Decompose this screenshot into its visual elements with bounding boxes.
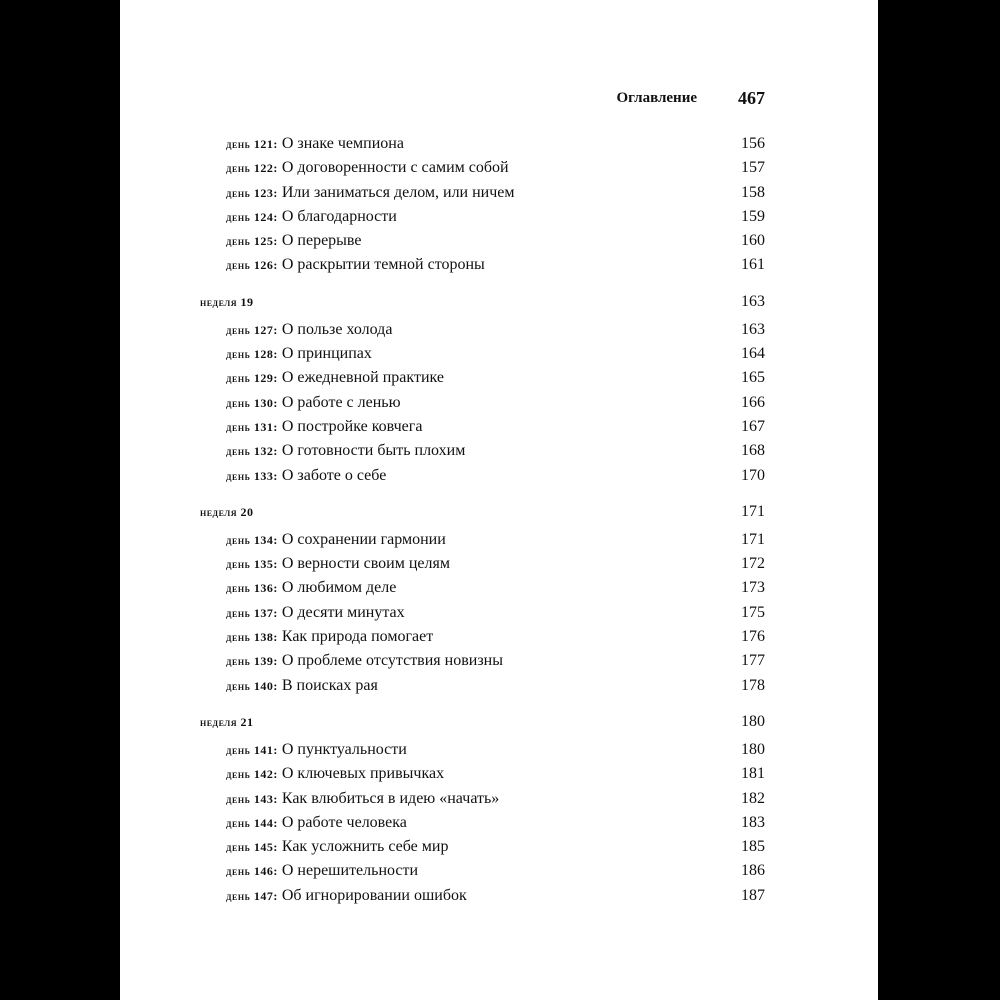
day-label: день 139: — [226, 654, 278, 669]
day-label: день 147: — [226, 888, 278, 903]
day-page-number: 173 — [741, 579, 765, 597]
toc-week-entry — [200, 290, 765, 318]
day-title: Как влюбиться в идею «начать» — [281, 789, 500, 807]
day-page-number: 167 — [741, 417, 765, 435]
book-page — [120, 0, 878, 1000]
day-page-number: 180 — [741, 740, 765, 758]
toc-day-entry — [200, 552, 765, 576]
day-label: день 127: — [226, 322, 278, 337]
day-page-number: 172 — [741, 555, 765, 573]
day-title: О работе человека — [281, 813, 407, 831]
toc-day-entry — [200, 738, 765, 762]
toc-day-entry — [200, 366, 765, 390]
day-title: О перерыве — [281, 232, 362, 250]
day-label: день 125: — [226, 234, 278, 249]
toc-section — [200, 290, 765, 488]
toc-day-entry — [200, 859, 765, 883]
day-page-number: 156 — [741, 135, 765, 152]
day-page-number: 178 — [741, 676, 765, 694]
day-page-number: 161 — [741, 256, 765, 274]
day-label: день 129: — [226, 371, 278, 386]
day-label: день 142: — [226, 767, 278, 782]
day-label: день 144: — [226, 815, 278, 830]
day-title: О ключевых привычках — [281, 765, 445, 783]
toc-section — [200, 710, 765, 908]
day-label: день 123: — [226, 185, 278, 200]
day-title: Или заниматься делом, или ничем — [281, 183, 515, 201]
toc-day-entry — [200, 464, 765, 488]
day-label: день 146: — [226, 864, 278, 879]
day-title: Как усложнить себе мир — [281, 838, 449, 856]
toc-day-entry — [200, 439, 765, 463]
week-label: неделя 20 — [200, 504, 254, 519]
day-title: О пользе холода — [281, 320, 393, 338]
day-label: день 138: — [226, 630, 278, 645]
day-title: О раскрытии темной стороны — [281, 256, 485, 274]
day-label: день 132: — [226, 444, 278, 459]
toc-day-entry — [200, 576, 765, 600]
day-page-number: 181 — [741, 765, 765, 783]
toc-day-entry — [200, 156, 765, 180]
day-label: день 126: — [226, 258, 278, 273]
toc-week-entry — [200, 500, 765, 528]
day-title: О работе с ленью — [281, 393, 401, 411]
day-page-number: 170 — [741, 466, 765, 484]
day-page-number: 185 — [741, 838, 765, 856]
day-page-number: 182 — [741, 789, 765, 807]
day-page-number: 177 — [741, 652, 765, 670]
day-title: О сохранении гармонии — [281, 530, 446, 548]
day-title: О принципах — [281, 345, 372, 363]
day-page-number: 159 — [741, 207, 765, 225]
day-label: день 145: — [226, 840, 278, 855]
day-page-number: 171 — [741, 530, 765, 548]
day-page-number: 160 — [741, 232, 765, 250]
day-page-number: 157 — [741, 159, 765, 177]
day-title: О благодарности — [281, 207, 397, 225]
day-title: В поисках рая — [281, 676, 378, 694]
day-title: О договоренности с самим собой — [281, 159, 509, 177]
day-title: Как природа помогает — [281, 628, 434, 646]
day-label: день 122: — [226, 161, 278, 176]
day-page-number: 158 — [741, 183, 765, 201]
week-page-number: 163 — [741, 292, 765, 310]
day-label: день 137: — [226, 605, 278, 620]
day-page-number: 183 — [741, 813, 765, 831]
toc-section — [200, 132, 765, 278]
toc-day-entry — [200, 787, 765, 811]
day-label: день 133: — [226, 468, 278, 483]
toc-day-entry — [200, 253, 765, 277]
toc-day-entry — [200, 674, 765, 698]
toc-day-entry — [200, 391, 765, 415]
day-page-number: 187 — [741, 886, 765, 904]
day-label: день 136: — [226, 581, 278, 596]
day-label: день 131: — [226, 419, 278, 434]
day-title: О верности своим целям — [281, 555, 450, 573]
toc-day-entry — [200, 884, 765, 908]
toc-day-entry — [200, 625, 765, 649]
table-of-contents — [200, 132, 765, 920]
day-label: день 134: — [226, 532, 278, 547]
week-page-number: 171 — [741, 502, 765, 520]
day-page-number: 164 — [741, 345, 765, 363]
toc-day-entry — [200, 601, 765, 625]
day-label: день 135: — [226, 557, 278, 572]
toc-week-entry — [200, 710, 765, 738]
toc-day-entry — [200, 528, 765, 552]
day-title: О готовности быть плохим — [281, 442, 466, 460]
day-title: О заботе о себе — [281, 466, 387, 484]
toc-section — [200, 500, 765, 698]
day-page-number: 186 — [741, 862, 765, 880]
day-label: день 143: — [226, 791, 278, 806]
day-label: день 140: — [226, 678, 278, 693]
running-head-page-number: 467 — [738, 88, 765, 108]
day-title: О ежедневной практике — [281, 369, 444, 387]
day-title: Об игнорировании ошибок — [281, 886, 467, 904]
day-title: О знаке чемпиона — [281, 135, 404, 152]
day-label: день 141: — [226, 742, 278, 757]
day-page-number: 176 — [741, 628, 765, 646]
day-page-number: 165 — [741, 369, 765, 387]
week-page-number: 180 — [741, 712, 765, 730]
day-page-number: 175 — [741, 603, 765, 621]
day-title: О пунктуальности — [281, 740, 407, 758]
toc-day-entry — [200, 205, 765, 229]
day-page-number: 166 — [741, 393, 765, 411]
toc-day-entry — [200, 318, 765, 342]
day-label: день 124: — [226, 209, 278, 224]
day-page-number: 168 — [741, 442, 765, 460]
day-title: О постройке ковчега — [281, 417, 423, 435]
toc-day-entry — [200, 762, 765, 786]
day-title: О нерешительности — [281, 862, 419, 880]
day-title: О любимом деле — [281, 579, 397, 597]
toc-day-entry — [200, 181, 765, 205]
running-head — [120, 88, 765, 112]
day-page-number: 163 — [741, 320, 765, 338]
running-head-title: Оглавление — [616, 90, 697, 106]
day-title: О десяти минутах — [281, 603, 405, 621]
toc-day-entry — [200, 811, 765, 835]
day-label: день 128: — [226, 347, 278, 362]
week-label: неделя 21 — [200, 714, 254, 729]
day-title: О проблеме отсутствия новизны — [281, 652, 503, 670]
day-label: день 121: — [226, 137, 278, 151]
day-label: день 130: — [226, 395, 278, 410]
toc-day-entry — [200, 649, 765, 673]
toc-day-entry — [200, 835, 765, 859]
toc-day-entry — [200, 132, 765, 156]
toc-day-entry — [200, 229, 765, 253]
week-label: неделя 19 — [200, 294, 254, 309]
toc-day-entry — [200, 415, 765, 439]
toc-day-entry — [200, 342, 765, 366]
